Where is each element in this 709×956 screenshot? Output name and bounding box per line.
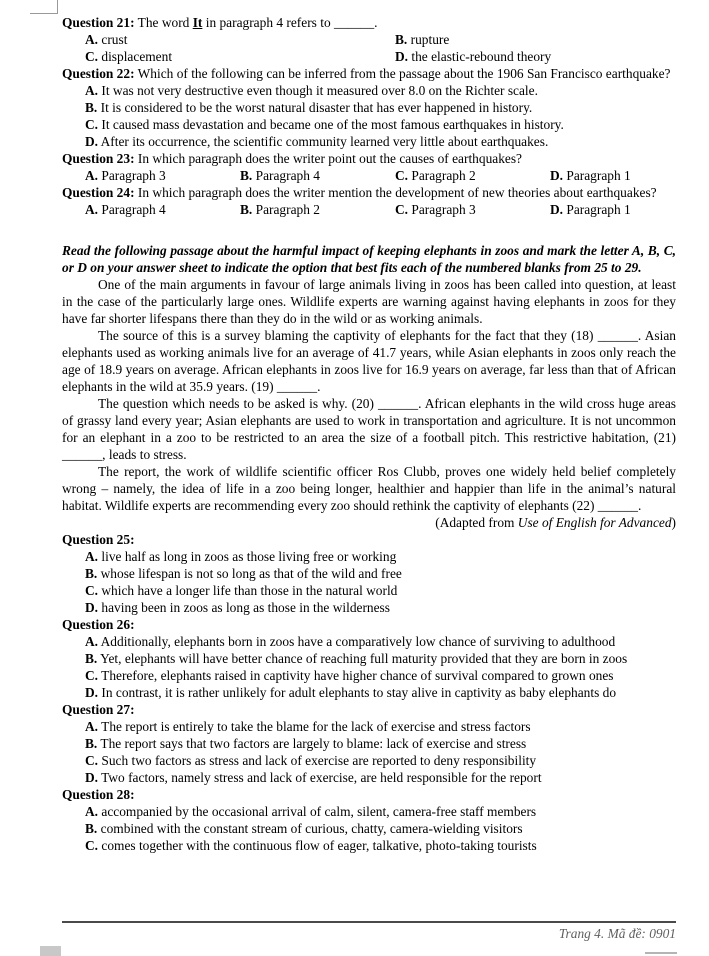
option-text: Paragraph 1 [566, 168, 631, 183]
option-c [62, 667, 676, 684]
question-22-label: Question 22: [62, 66, 135, 81]
option-b [62, 650, 676, 667]
option-a [62, 718, 676, 735]
option-label: A. [85, 168, 99, 183]
passage-paragraph-3: The question which needs to be asked is why. (20) ______. African elephants in the wild cross huge areas of grassy land every year; Asian elephants are used to work in transportation and agriculture. It is not uncommon for an elephant in a zoo to be restricted to an area the size of a football pitch. This restrictive habitation, (21) ______, leads to stress. [62, 396, 676, 462]
option-a [85, 167, 240, 184]
option-d [62, 599, 676, 616]
option-text: which have a longer life than those in the natural world [101, 583, 398, 598]
passage-attribution [62, 514, 676, 531]
option-text: It was not very destructive even though it measured over 8.0 on the Richter scale. [101, 83, 538, 98]
option-text: Such two factors as stress and lack of exercise are reported to deny responsibility [101, 753, 537, 768]
question-24-label: Question 24: [62, 185, 135, 200]
option-text: having been in zoos as long as those in the wilderness [101, 600, 390, 615]
question-27 [62, 701, 676, 786]
option-c [395, 167, 550, 184]
question-28 [62, 786, 676, 854]
option-d [550, 167, 676, 184]
crop-mark-top-left [30, 0, 58, 14]
question-26-label: Question 26: [62, 617, 135, 632]
option-label: B. [395, 32, 408, 47]
option-label: C. [85, 838, 99, 853]
option-label: D. [85, 685, 99, 700]
option-text: Paragraph 4 [255, 168, 320, 183]
option-label: A. [85, 32, 99, 47]
option-text: Paragraph 2 [411, 168, 476, 183]
attribution-prefix: (Adapted from [435, 515, 518, 530]
option-a [62, 82, 676, 99]
question-22-stem [62, 65, 676, 82]
option-b [240, 201, 395, 218]
option-label: B. [85, 736, 98, 751]
option-label: A. [85, 719, 99, 734]
option-b [240, 167, 395, 184]
option-text: rupture [410, 32, 450, 47]
question-22-options [62, 82, 676, 150]
option-label: C. [85, 117, 99, 132]
option-c [62, 752, 676, 769]
option-c [62, 582, 676, 599]
option-text: In contrast, it is rather unlikely for adult elephants to stay alive in captivity as baby elephants do [101, 685, 617, 700]
question-21 [62, 14, 676, 65]
option-text: After its occurrence, the scientific community learned very little about earthquakes. [100, 134, 549, 149]
option-label: C. [395, 168, 409, 183]
stem-text: The word [137, 15, 193, 30]
question-21-options [62, 31, 676, 65]
underlined-word: It [192, 15, 203, 30]
reading-passage [62, 276, 676, 531]
option-label: A. [85, 83, 99, 98]
question-25-options [62, 548, 676, 616]
option-b [395, 31, 676, 48]
option-label: C. [85, 753, 99, 768]
option-c [395, 201, 550, 218]
question-24 [62, 184, 676, 218]
question-28-options [62, 803, 676, 854]
option-text: the elastic-rebound theory [411, 49, 552, 64]
option-label: A. [85, 202, 99, 217]
option-d [62, 684, 676, 701]
option-a [85, 31, 395, 48]
option-text: Additionally, elephants born in zoos have a comparatively low chance of surviving to adulthood [100, 634, 616, 649]
question-28-label: Question 28: [62, 787, 135, 802]
option-d [62, 133, 676, 150]
option-text: combined with the constant stream of curious, chatty, camera-wielding visitors [100, 821, 523, 836]
stem-text: In which paragraph does the writer mention the development of new theories about earthquakes? [137, 185, 657, 200]
option-label: C. [85, 583, 99, 598]
option-a [62, 633, 676, 650]
option-text: It is considered to be the worst natural disaster that has ever happened in history. [100, 100, 533, 115]
option-label: B. [240, 202, 253, 217]
option-label: B. [240, 168, 253, 183]
option-label: D. [550, 202, 564, 217]
option-b [62, 565, 676, 582]
question-21-label: Question 21: [62, 15, 135, 30]
option-label: D. [550, 168, 564, 183]
option-text: whose lifespan is not so long as that of the wild and free [100, 566, 402, 581]
question-27-options [62, 718, 676, 786]
passage-paragraph-1: One of the main arguments in favour of large animals living in zoos has been called into question, at least in the case of the particularly large ones. Wildlife experts are warning against having elephants in zoos for they have far shorter lifespans there than they do in the wild or as working animals. [62, 277, 676, 326]
option-label: A. [85, 804, 99, 819]
footer-rule [62, 921, 676, 923]
option-label: C. [85, 49, 99, 64]
option-text: Paragraph 1 [566, 202, 631, 217]
next-page-artifact-left [40, 946, 61, 956]
option-a [85, 201, 240, 218]
option-label: B. [85, 100, 98, 115]
option-text: accompanied by the occasional arrival of calm, silent, camera-free staff members [101, 804, 537, 819]
question-25-label: Question 25: [62, 532, 135, 547]
option-d [550, 201, 676, 218]
option-text: Paragraph 4 [101, 202, 166, 217]
question-23-label: Question 23: [62, 151, 135, 166]
option-label: B. [85, 821, 98, 836]
question-26-options [62, 633, 676, 701]
option-text: live half as long in zoos as those living free or working [101, 549, 397, 564]
option-a [62, 803, 676, 820]
question-27-label: Question 27: [62, 702, 135, 717]
option-text: Paragraph 3 [101, 168, 166, 183]
question-23-stem [62, 150, 676, 167]
passage-paragraph-2: The source of this is a survey blaming the captivity of elephants for the fact that they (18) ______. Asian elephants used as working animals live for an average of 41.7 years, while Asian elephants in zoos only reach the age of 18.9 years on average. African elephants in zoos live for 16.9 years on average, far less than that of African elephants in the wild at 35.9 years. (19) ______. [62, 328, 676, 394]
option-text: The report says that two factors are largely to blame: lack of exercise and stress [100, 736, 527, 751]
question-24-options [62, 201, 676, 218]
attribution-source: Use of English for Advanced [517, 515, 672, 530]
question-25 [62, 531, 676, 616]
question-26 [62, 616, 676, 701]
option-text: crust [101, 32, 128, 47]
attribution-suffix: ) [671, 515, 676, 530]
option-c [85, 48, 395, 65]
option-b [62, 99, 676, 116]
next-page-artifact-right [645, 952, 677, 954]
option-text: comes together with the continuous flow of eager, talkative, photo-taking tourists [101, 838, 537, 853]
option-label: A. [85, 634, 99, 649]
option-b [62, 820, 676, 837]
passage-paragraph-4: The report, the work of wildlife scientific officer Ros Clubb, proves one widely held belief completely wrong – namely, the idea of life in a zoo being longer, healthier and happier than life in the animal’s natural habitat. Wildlife experts are recommending every zoo should rethink the captivity of elephants (22) ______. [62, 464, 676, 513]
option-text: The report is entirely to take the blame for the lack of exercise and stress factors [101, 719, 531, 734]
question-23-options [62, 167, 676, 184]
option-label: B. [85, 566, 98, 581]
page-footer: Trang 4. Mã đề: 0901 [558, 926, 676, 941]
question-22 [62, 65, 676, 150]
option-text: Yet, elephants will have better chance of reaching full maturity provided that they are born in zoos [100, 651, 628, 666]
option-label: D. [85, 134, 99, 149]
option-c [62, 116, 676, 133]
stem-text: Which of the following can be inferred from the passage about the 1906 San Francisco earthquake? [137, 66, 671, 81]
option-text: Paragraph 2 [255, 202, 320, 217]
question-21-stem [62, 14, 676, 31]
option-label: D. [85, 770, 99, 785]
option-label: B. [85, 651, 98, 666]
question-24-stem [62, 184, 676, 201]
question-23 [62, 150, 676, 184]
option-text: Therefore, elephants raised in captivity have higher chance of survival compared to grown ones [101, 668, 614, 683]
option-label: A. [85, 549, 99, 564]
option-text: displacement [101, 49, 173, 64]
option-a [62, 548, 676, 565]
option-label: C. [395, 202, 409, 217]
option-d [62, 769, 676, 786]
option-b [62, 735, 676, 752]
option-d [395, 48, 676, 65]
stem-text: In which paragraph does the writer point out the causes of earthquakes? [137, 151, 523, 166]
option-text: Paragraph 3 [411, 202, 476, 217]
stem-text: in paragraph 4 refers to ______. [202, 15, 378, 30]
option-c [62, 837, 676, 854]
option-text: It caused mass devastation and became one of the most famous earthquakes in history. [101, 117, 564, 132]
option-text: Two factors, namely stress and lack of exercise, are held responsible for the report [101, 770, 542, 785]
option-label: D. [395, 49, 409, 64]
section-instruction: Read the following passage about the harmful impact of keeping elephants in zoos and mark the letter A, B, C, or D on your answer sheet to indicate the option that best fits each of the numbered blanks from 25 to 29. [62, 243, 676, 275]
option-label: C. [85, 668, 99, 683]
option-label: D. [85, 600, 99, 615]
